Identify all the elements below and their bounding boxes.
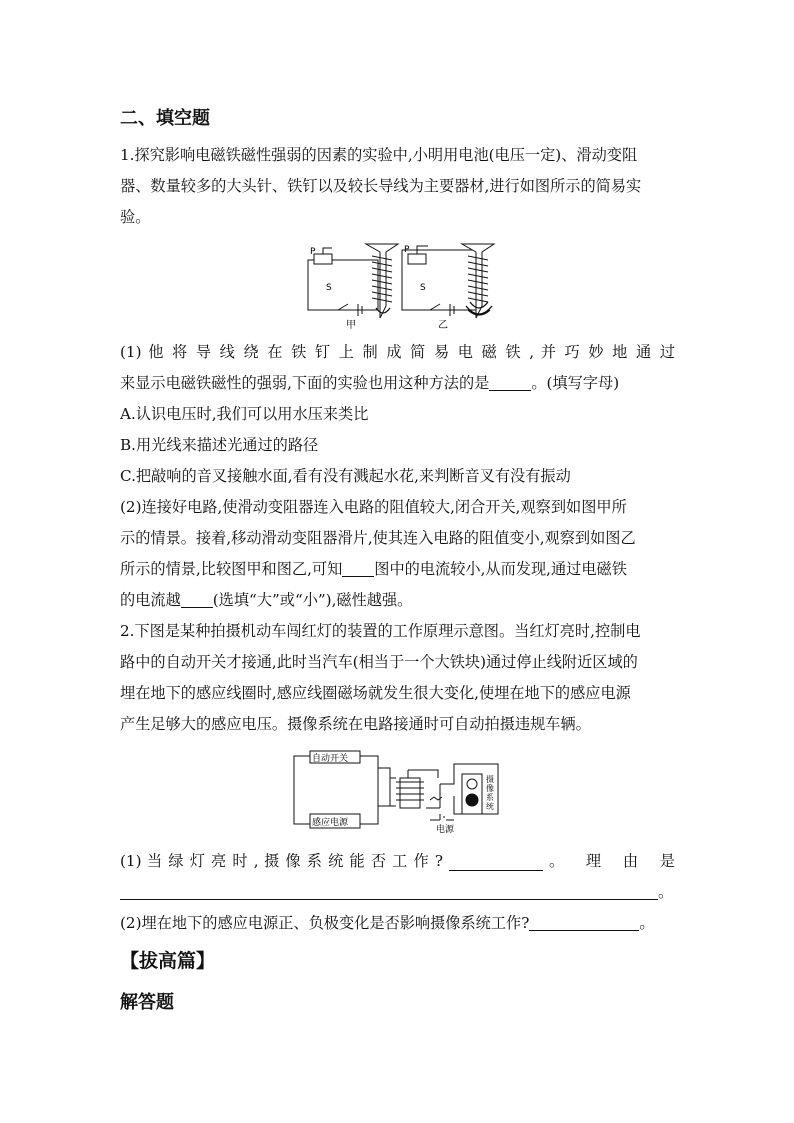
q1-option-a: A.认识电压时,我们可以用水压来类比	[120, 405, 369, 423]
q1-sub2-line3	[120, 554, 675, 585]
q1-sub2-line1: (2)连接好电路,使滑动变阻器连入电路的阻值较大,闭合开关,观察到如图甲所	[120, 498, 627, 516]
q2-text-line3: 埋在地下的感应线圈时,感应线圈磁场就发生很大变化,使埋在地下的感应电源	[120, 684, 631, 702]
fig2-induction-source-label: 感应电源	[312, 818, 349, 828]
q2-sub1-line2	[120, 877, 675, 908]
electromagnet-figure	[300, 240, 500, 332]
fig2-camera-char-2: 像	[486, 784, 494, 793]
fig1-label-yi: 乙	[438, 320, 448, 331]
section-heading-advanced: 【拔高篇】	[120, 950, 216, 972]
fig2-power-label: 电源	[436, 825, 455, 835]
q2-sub1-question: (1) 当 绿 灯 亮 时 , 摄 像 系 统 能 否 工 作 ?	[120, 852, 443, 870]
q1-sub2-line4	[120, 585, 675, 616]
fig1-p-label-right: P	[404, 245, 410, 255]
q2-sub2-period: 。	[639, 914, 655, 932]
q2-text-line1: 2.下图是某种拍摄机动车闯红灯的装置的工作原理示意图。当红灯亮时,控制电	[120, 622, 641, 640]
q2-text-line2: 路中的自动开关才接通,此时当汽车(相当于一个大铁块)通过停止线附近区域的	[120, 653, 638, 671]
q2-text-line4: 产生足够大的感应电压。摄像系统在电路接通时可自动拍摄违规车辆。	[120, 715, 591, 733]
q1-sub2-text-d: (选填“大”或“小”),磁性越强。	[212, 591, 413, 609]
section-heading-fill-in: 二、填空题	[120, 108, 210, 129]
fig1-s-label-right: S	[420, 283, 426, 293]
q1-sub2-text-c: 的电流越	[120, 591, 181, 609]
q2-sub1-line1	[120, 846, 675, 877]
q2-sub1-answer-blank[interactable]	[449, 855, 543, 871]
section-heading-answer: 解答题	[120, 992, 174, 1013]
q1-text-line2: 器、数量较多的大头针、铁钉以及较长导线为主要器材,进行如图所示的简易实	[120, 177, 642, 195]
q1-sub2-blank-1[interactable]	[342, 561, 374, 577]
q2-sub2-line	[120, 908, 675, 939]
fig1-label-jia: 甲	[346, 320, 356, 331]
fig1-s-label-left: S	[326, 283, 332, 293]
q1-option-b: B.用光线来描述光通过的路径	[120, 436, 319, 454]
q1-sub2-text-b: 图中的电流较小,从而发现,通过电磁铁	[374, 560, 627, 578]
q1-sub1-text-b: 。(填写字母)	[531, 374, 620, 392]
q1-sub1-line2	[120, 368, 675, 399]
fig2-camera-char-4: 统	[486, 802, 494, 811]
q2-sub1-reason-blank[interactable]	[120, 884, 658, 900]
q1-sub2-text-a: 所示的情景,比较图甲和图乙,可知	[120, 560, 343, 578]
q1-sub1-line1: (1) 他 将 导 线 绕 在 铁 钉 上 制 成 简 易 电 磁 铁 , 并 巧 妙 地 通 过	[120, 343, 675, 361]
q1-sub1-text-a: 来显示电磁铁磁性的强弱,下面的实验也用这种方法的是	[120, 374, 490, 392]
fig2-camera-char-1: 摄	[486, 775, 494, 784]
q2-sub2-answer-blank[interactable]	[529, 915, 639, 931]
q1-text-line3: 验。	[120, 208, 151, 226]
q1-text-line1: 1.探究影响电磁铁磁性强弱的因素的实验中,小明用电池(电压一定)、滑动变阻	[120, 146, 638, 164]
q1-sub2-line2: 示的情景。接着,移动滑动变阻器滑片,使其连入电路的阻值变小,观察到如图乙	[120, 529, 636, 547]
q1-sub1-answer-blank[interactable]	[489, 375, 531, 391]
fig2-auto-switch-label: 自动开关	[312, 754, 349, 764]
fig2-camera-char-3: 系	[486, 793, 494, 802]
q2-sub2-question: (2)埋在地下的感应电源正、负极变化是否影响摄像系统工作?	[120, 914, 530, 932]
fig1-p-label-left: P	[310, 247, 316, 257]
q2-sub1-reason-prompt: 。 理 由 是	[549, 852, 675, 870]
q1-option-c: C.把敲响的音叉接触水面,看有没有溅起水花,来判断音叉有没有振动	[120, 467, 571, 485]
red-light-camera-figure	[290, 748, 510, 836]
q1-sub2-blank-2[interactable]	[181, 592, 213, 608]
q2-sub1-period: 。	[658, 883, 674, 901]
